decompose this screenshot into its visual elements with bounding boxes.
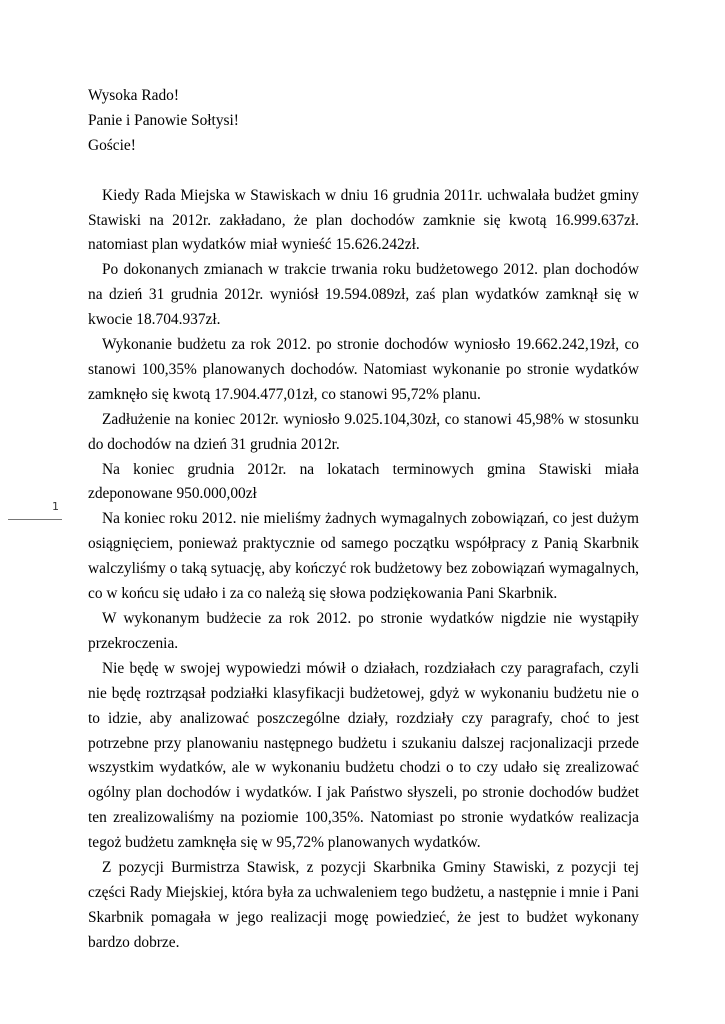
- document-body: [88, 84, 639, 956]
- salutation-line: Goście!: [88, 136, 136, 154]
- paragraph-deposits: Na koniec grudnia 2012r. na lokatach terminowych gmina Stawiski miała zdeponowane 950.000,00zł: [88, 460, 639, 503]
- paragraph-budget-adoption: Kiedy Rada Miejska w Stawiskach w dniu 16 grudnia 2011r. uchwalała budżet gminy Stawiski na 2012r. zakładano, że plan dochodów zamknie się kwotą 16.999.637zł. natomiast plan wydatków miał wynieść 15.626.242zł.: [88, 186, 639, 254]
- paragraph-plan-changes: Po dokonanych zmianach w trakcie trwania roku budżetowego 2012. plan dochodów na dzień 31 grudnia 2012r. wyniósł 19.594.089zł, zaś plan wydatków zamknął się w kwocie 18.704.937zł.: [88, 261, 639, 329]
- salutation-line: Wysoka Rado!: [88, 87, 179, 104]
- page-number-divider: [8, 519, 62, 520]
- paragraph-liabilities: Na koniec roku 2012. nie mieliśmy żadnych wymagalnych zobowiązań, co jest dużym osiągnięciem, ponieważ praktycznie od samego początku współpracy z Panią Skarbnik walczyliśmy o taką sytuację, aby kończyć rok budżetowy bez zobowiązań wymagalnych, co w końcu się udało i za co należą się słowa podziękowania Pani Skarbnik.: [88, 510, 639, 603]
- paragraph-classification: Nie będę w swojej wypowiedzi mówił o działach, rozdziałach czy paragrafach, czyli nie będę roztrząsał podziałki klasyfikacji budżetowej, gdyż w wykonaniu budżetu nie o to idzie, aby analizować poszczególne działy, rozdziały czy paragrafy, choć to jest potrzebne przy planowaniu następnego budżetu i szukaniu dalszej racjonalizacji przede wszystkim wydatków, ale w wykonaniu budżetu chodzi o to czy udało się zrealizować ogólny plan dochodów i wydatków. I jak Państwo słyszeli, po stronie dochodów budżet ten zrealizowaliśmy na poziomie 100,35%. Natomiast po stronie wydatków realizacja tegoż budżetu zamknęła się w 95,72% planowanych wydatków.: [88, 659, 639, 852]
- paragraph-no-overruns: W wykonanym budżecie za rok 2012. po stronie wydatków nigdzie nie wystąpiły przekroczenia.: [88, 610, 639, 652]
- paragraph-budget-execution: Wykonanie budżetu za rok 2012. po stronie dochodów wyniosło 19.662.242,19zł, co stanowi 100,35% planowanych dochodów. Natomiast wykonanie po stronie wydatków zamknęło się kwotą 17.904.477,01zł, co stanowi 95,72% planu.: [88, 336, 639, 403]
- salutation-line: Panie i Panowie Sołtysi!: [88, 111, 239, 129]
- paragraph-spacer: [88, 159, 639, 184]
- paragraph-conclusion: Z pozycji Burmistrza Stawisk, z pozycji Skarbnika Gminy Stawiski, z pozycji tej części Rady Miejskiej, która była za uchwaleniem tego budżetu, a następnie i mnie i Pani Skarbnik pomagała w jego realizacji mogę powiedzieć, że jest to budżet wykonany bardzo dobrze.: [88, 859, 639, 951]
- paragraph-debt: Zadłużenie na koniec 2012r. wyniosło 9.025.104,30zł, co stanowi 45,98% w stosunku do dochodów na dzień 31 grudnia 2012r.: [88, 410, 639, 453]
- page-number: 1: [52, 500, 59, 513]
